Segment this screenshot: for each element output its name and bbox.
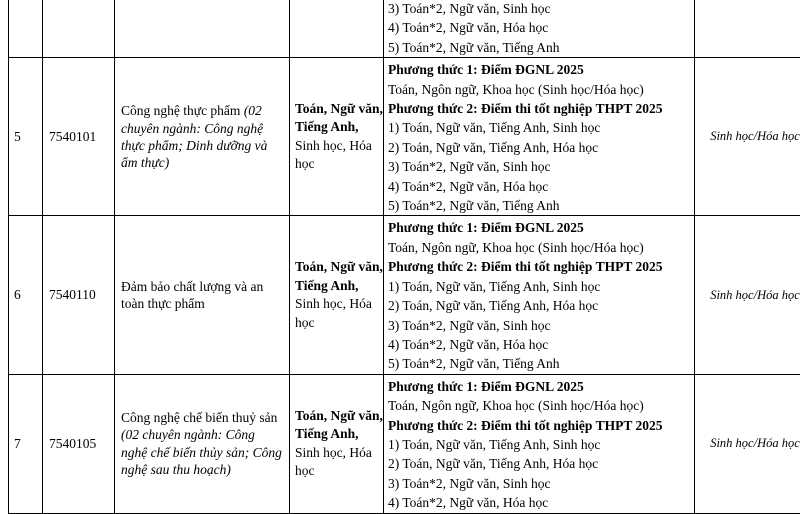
combo-rest: Sinh học, Hóa học	[295, 296, 372, 329]
admissions-table	[8, 0, 800, 514]
cell-priority: Sinh học/Hóa học	[695, 58, 800, 216]
method1-detail: Toán, Ngôn ngữ, Khoa học (Sinh học/Hóa học)	[388, 396, 694, 415]
option-line: 4) Toán*2, Ngữ văn, Hóa học	[388, 335, 694, 354]
major-name: Đảm bảo chất lượng và an toàn thực phẩm	[121, 279, 263, 311]
option-line: 3) Toán*2, Ngữ văn, Sinh học	[388, 316, 694, 335]
cell-no: 7	[9, 374, 43, 513]
cell-code	[43, 0, 115, 58]
cell-combo	[290, 58, 384, 216]
combo-bold: Toán, Ngữ văn, Tiếng Anh,	[295, 259, 383, 292]
cell-name	[115, 0, 290, 58]
combo-bold: Toán, Ngữ văn, Tiếng Anh,	[295, 408, 383, 441]
table-row	[9, 374, 800, 513]
option-line: 1) Toán, Ngữ văn, Tiếng Anh, Sinh học	[388, 277, 694, 296]
option-line: 4) Toán*2, Ngữ văn, Hóa học	[388, 177, 694, 196]
method1-detail: Toán, Ngôn ngữ, Khoa học (Sinh học/Hóa học)	[388, 80, 694, 99]
major-specializations: (02 chuyên ngành: Công nghệ chế biến thủy sản; Công nghệ sau thu hoạch)	[121, 427, 282, 476]
cell-combo	[290, 216, 384, 374]
cell-combo	[290, 0, 384, 58]
option-line: 5) Toán*2, Ngữ văn, Tiếng Anh	[388, 354, 694, 373]
combo-bold: Toán, Ngữ văn, Tiếng Anh,	[295, 101, 383, 134]
table-row-continued	[9, 0, 800, 58]
option-line: 2) Toán, Ngữ văn, Tiếng Anh, Hóa học	[388, 296, 694, 315]
option-line: 3) Toán*2, Ngữ văn, Sinh học	[388, 157, 694, 176]
option-line: 1) Toán, Ngữ văn, Tiếng Anh, Sinh học	[388, 435, 694, 454]
option-line: 5) Toán*2, Ngữ văn, Tiếng Anh	[388, 196, 694, 215]
option-line: 4) Toán*2, Ngữ văn, Hóa học	[388, 18, 694, 37]
cell-name	[115, 374, 290, 513]
option-line: 4) Toán*2, Ngữ văn, Hóa học	[388, 493, 694, 512]
method1-title: Phương thức 1: Điểm ĐGNL 2025	[388, 60, 694, 79]
method2-title: Phương thức 2: Điểm thi tốt nghiệp THPT 2025	[388, 99, 694, 118]
major-name: Công nghệ thực phẩm	[121, 103, 244, 118]
cell-no: 5	[9, 58, 43, 216]
cell-code: 7540110	[43, 216, 115, 374]
cell-name	[115, 216, 290, 374]
method1-detail: Toán, Ngôn ngữ, Khoa học (Sinh học/Hóa học)	[388, 238, 694, 257]
cell-combo	[290, 374, 384, 513]
option-line: 1) Toán, Ngữ văn, Tiếng Anh, Sinh học	[388, 118, 694, 137]
cell-priority	[695, 0, 800, 58]
cell-no: 6	[9, 216, 43, 374]
method1-title: Phương thức 1: Điểm ĐGNL 2025	[388, 377, 694, 396]
cell-code: 7540101	[43, 58, 115, 216]
option-line: 5) Toán*2, Ngữ văn, Tiếng Anh	[388, 38, 694, 57]
combo-rest: Sinh học, Hóa học	[295, 138, 372, 171]
cell-no	[9, 0, 43, 58]
option-line: 2) Toán, Ngữ văn, Tiếng Anh, Hóa học	[388, 454, 694, 473]
option-line: 2) Toán, Ngữ văn, Tiếng Anh, Hóa học	[388, 138, 694, 157]
cell-priority: Sinh học/Hóa học	[695, 374, 800, 513]
major-specializations: (02 chuyên ngành: Công nghệ thực phẩm; Dinh dưỡng và ẩm thực)	[121, 103, 267, 170]
method2-title: Phương thức 2: Điểm thi tốt nghiệp THPT 2025	[388, 257, 694, 276]
method1-title: Phương thức 1: Điểm ĐGNL 2025	[388, 218, 694, 237]
table-row	[9, 216, 800, 374]
method2-title: Phương thức 2: Điểm thi tốt nghiệp THPT 2025	[388, 416, 694, 435]
cell-methods	[384, 374, 695, 513]
cell-priority: Sinh học/Hóa học	[695, 216, 800, 374]
table-row	[9, 58, 800, 216]
combo-rest: Sinh học, Hóa học	[295, 445, 372, 478]
cell-methods	[384, 58, 695, 216]
cell-methods	[384, 216, 695, 374]
major-name: Công nghệ chế biến thuỷ sản	[121, 410, 277, 425]
option-line: 3) Toán*2, Ngữ văn, Sinh học	[388, 474, 694, 493]
cell-name	[115, 58, 290, 216]
option-line: 3) Toán*2, Ngữ văn, Sinh học	[388, 0, 694, 18]
cell-methods	[384, 0, 695, 58]
cell-code: 7540105	[43, 374, 115, 513]
